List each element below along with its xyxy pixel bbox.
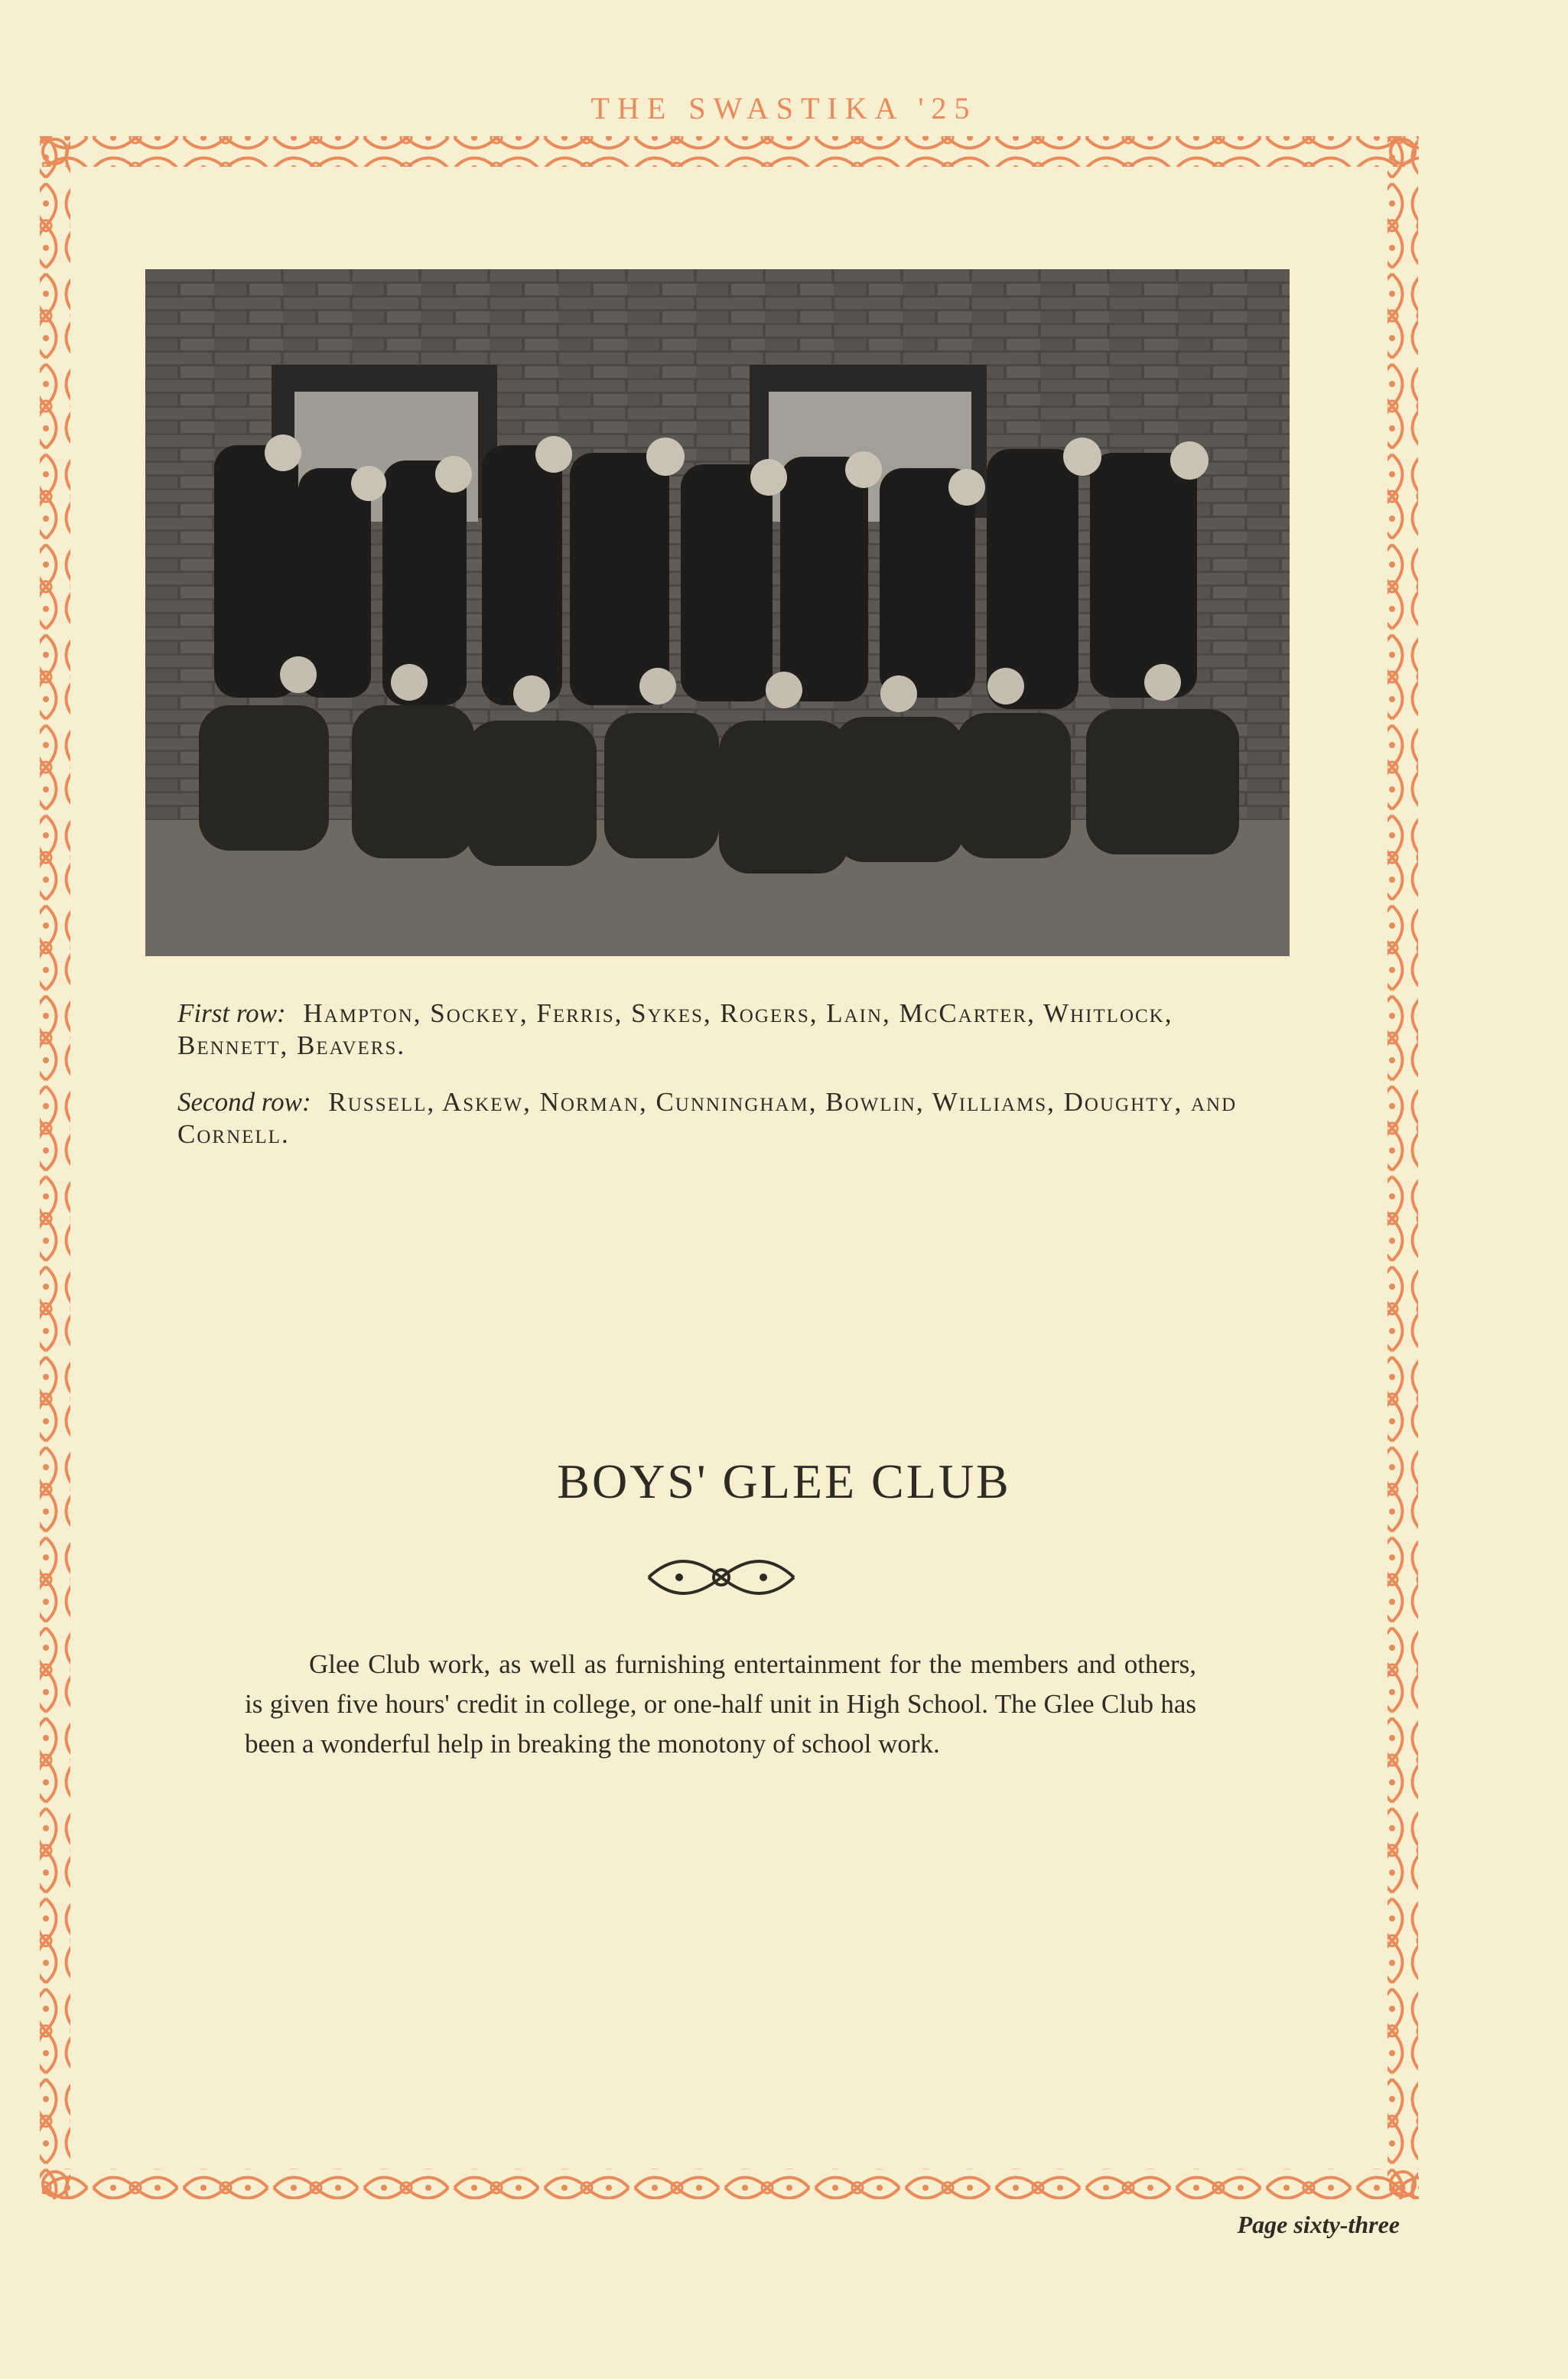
- caption-names: Hampton, Sockey, Ferris, Sykes, Rogers, Lain, McCarter, Whitlock, Bennett, Beavers.: [177, 998, 1173, 1060]
- group-photo: [145, 269, 1290, 956]
- caption-label: First row:: [177, 998, 286, 1028]
- running-head: THE SWASTIKA '25: [590, 91, 978, 125]
- fleuron-ornament: [641, 1553, 802, 1602]
- page-number: Page sixty-three: [1237, 2211, 1400, 2238]
- group-photo-image: [145, 269, 1290, 956]
- caption-names: Russell, Askew, Norman, Cunningham, Bowlin, Williams, Doughty, and Cornell.: [177, 1087, 1238, 1149]
- section-title: BOYS' GLEE CLUB: [557, 1454, 1011, 1508]
- body-paragraph: Glee Club work, as well as furnishing entertainment for the members and others, is given five hours' credit in college, or one-half unit in High School. The Glee Club has been a wonderful help in breaking the monotony of school work.: [245, 1649, 1196, 1759]
- caption-label: Second row:: [177, 1087, 311, 1117]
- caption-second-row: [177, 1086, 1264, 1150]
- caption-first-row: [177, 997, 1264, 1062]
